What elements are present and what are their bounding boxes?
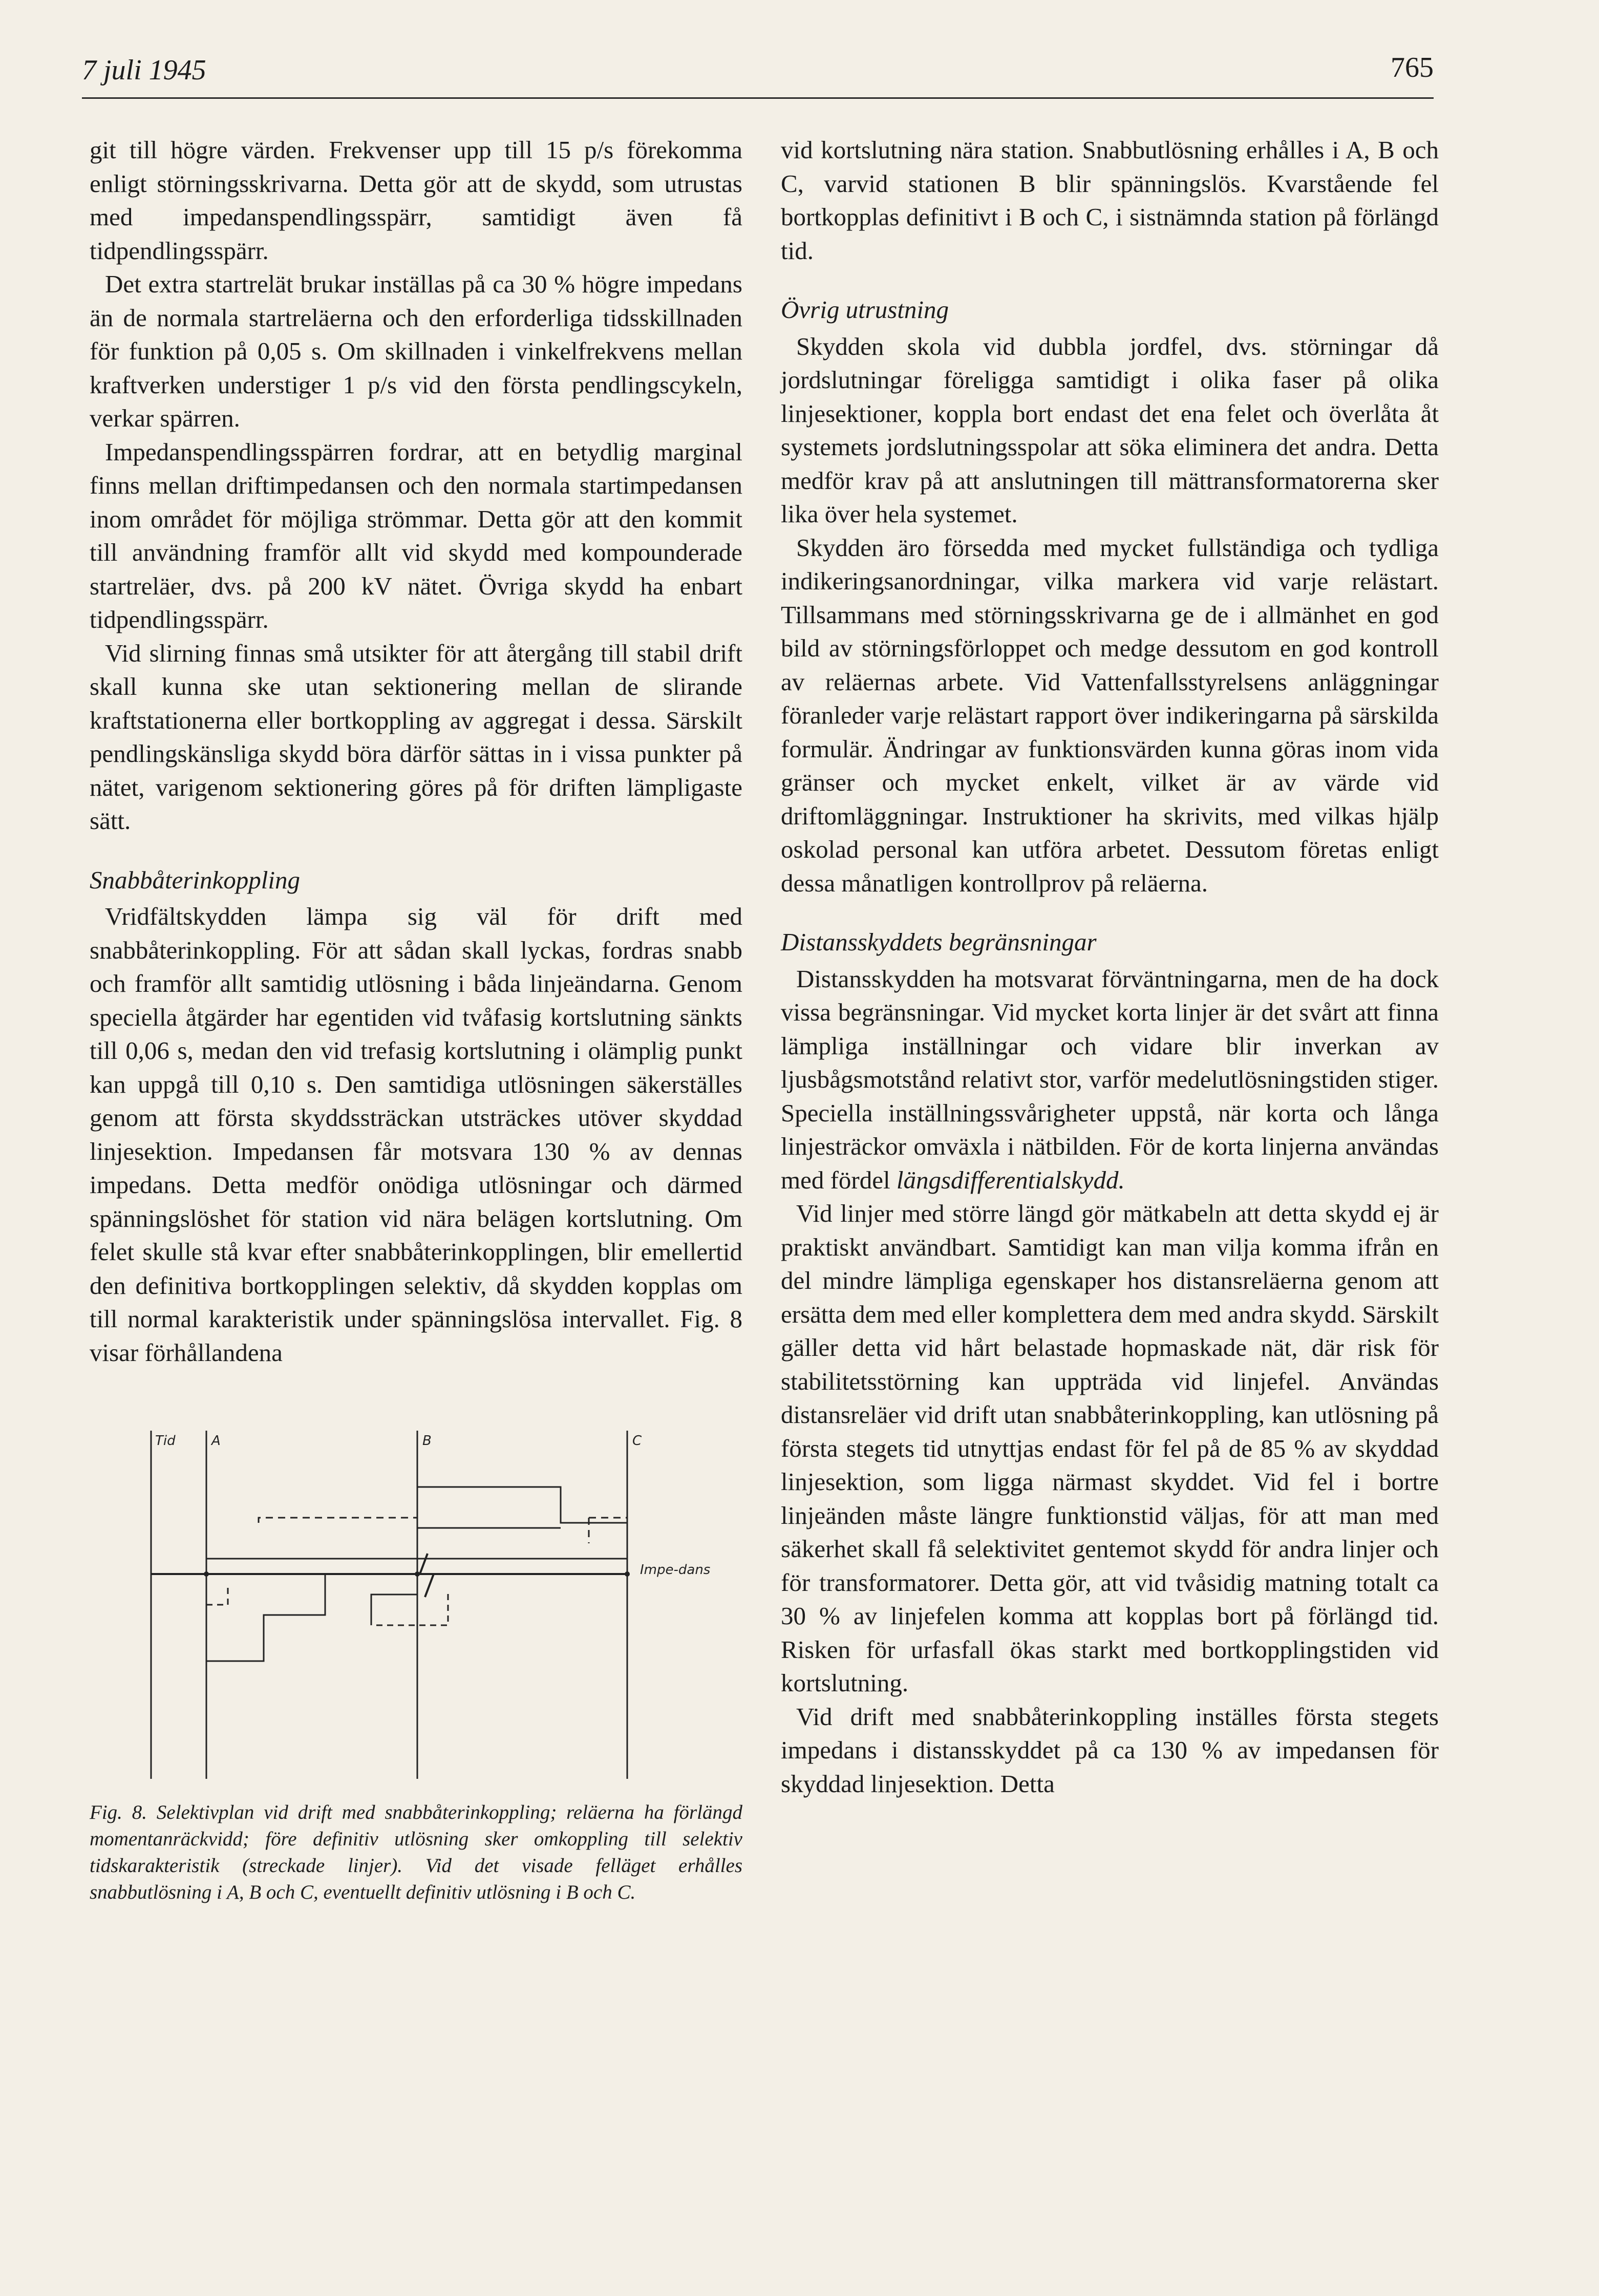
label-b: B: [422, 1433, 432, 1449]
zone-steps-b: [371, 1574, 417, 1625]
issue-date: 7 juli 1945: [82, 54, 206, 86]
fault-location-icon: [420, 1554, 434, 1597]
paragraph: [781, 962, 1439, 1197]
paragraph: Vid slirning finnas små utsikter för att återgång till stabil drift skall kunna ske utan sektionering mellan de slirande kraftstationerna eller bortkoppling av aggregat i dessa. Särskilt pendlingskänsliga skydd böra därför sättas in i vissa punkter på nätet, varigenom sektionering göres på för driften lämpligaste sätt.: [90, 639, 742, 835]
paragraph-text: Distansskydden ha motsvarat förväntningarna, men de ha dock vissa begränsningar. Vid mycket korta linjer är det svårt att finna lämpliga inställningar och vidare blir inverkan av ljusbågsmotstånd relativt stor, varför medelutlösningstiden stiger. Speciella inställningssvårigheter uppstå, när korta och långa linjesträckor omväxla i nätbilden. För de korta linjerna användas med fördel: [781, 964, 1439, 1194]
paragraph: git till högre värden. Frekvenser upp till 15 p/s förekomma enligt störningsskrivarna. Detta gör att de skydd, som utrustas med impedanspendlingsspärr, samtidigt även få tidpendlingsspärr.: [90, 136, 742, 265]
selective-a-low: [206, 1584, 228, 1605]
selectivity-diagram: [90, 1420, 742, 1779]
left-column: [90, 133, 742, 1906]
paragraph: Det extra startrelät brukar inställas på ca 30 % högre impedans än de normala startreläerna och den erforderliga tidsskillnaden för funktion på 0,05 s. Om skillnaden i vinkelfrekvens mellan kraftverken understiger 1 p/s vid den första pendlingscykeln, verkar spärren.: [90, 270, 742, 432]
label-tid: Tid: [155, 1433, 176, 1449]
paragraph: Vid linjer med större längd gör mätkabeln att detta skydd ej är praktiskt användbart. Samtidigt kan man vilja komma ifrån en del mindre lämpliga egenskaper hos distansreläerna genom att ersätta dem med eller komplettera dem med andra skydd. Särskilt gäller detta vid hårt belastade hopmaskade nät, där risk för stabilitetsstörning kan uppträda vid linjefel. Användas distansreläer vid drift utan snabbåterinkoppling, kan utlösning på första stegets tid utnyttjas endast för fel på de 85 % av skyddad linjesektion, som ligga närmast skyddet. Vid fel i bortre linjeänden måste längre funktionstid väljas, för att man med säkerhet skall få selektivitet gentemot skydd för andra linjer och för transformatorer. Detta gör, att vid tvåsidig matning totalt ca 30 % av linjefelen komma att kopplas bort på förlängd tid. Risken för urfasfall ökas starkt med bortkopplingstiden vid kortslutning.: [781, 1199, 1439, 1697]
paragraph: Vid drift med snabbåterinkoppling inställes första stegets impedans i distansskyddet på ca 130 % av impedansen för skyddad linjesektion. Detta: [781, 1702, 1439, 1798]
selective-a: [259, 1518, 417, 1523]
figure-8: [90, 1420, 742, 1906]
paragraph: Vridfältskydden lämpa sig väl för drift med snabbåterinkoppling. För att sådan skall lyckas, fordras snabb och framför allt samtidig utlösning i båda linjeändarna. Genom speciella åtgärder har egentiden vid tvåfasig kortslutning sänkts till 0,06 s, medan den vid trefasig kortslutning i olämplig punkt kan uppgå till 0,10 s. Den samtidiga utlösningen säkerställes genom att första skyddssträckan utsträckes utöver skyddad linjesektion. Impedansen får motsvara 130 % av dennas impedans. Detta medför onödiga utlösningar och därmed spänningslöshet för station vid nära belägen kortslutning. Om felet skulle stå kvar efter snabbåterinkopplingen, blir emellertid den definitiva bortkopplingen selektiv, då skydden kopplas om till normal karakteristik under spänningslösa intervallet. Fig. 8 visar förhållandena: [90, 902, 742, 1367]
node-b: [415, 1571, 420, 1577]
node-a: [204, 1571, 209, 1577]
paragraph: Impedanspendlingsspärren fordrar, att en betydlig marginal finns mellan driftimpedansen och den normala startimpedansen inom området för möjliga strömmar. Detta gör att den kommit till användning framför allt vid skydd med kompounderade startreläer, dvs. på 200 kV nätet. Övriga skydd ha enbart tidpendlingsspärr.: [90, 437, 742, 633]
emphasis-text: längsdifferentialskydd.: [896, 1165, 1125, 1194]
label-impedans: Impe-dans: [640, 1562, 711, 1578]
page-number: 765: [1391, 52, 1434, 83]
paragraph: vid kortslutning nära station. Snabbutlösning erhålles i A, B och C, varvid stationen B blir spänningslös. Kvarstående fel bortkopplas definitivt i B och C, i sistnämnda station på förlängd tid.: [781, 136, 1439, 265]
label-c: C: [632, 1433, 642, 1449]
section-heading: Distansskyddets begränsningar: [781, 928, 1097, 956]
paragraph: Skydden skola vid dubbla jordfel, dvs. störningar då jordslutningar föreligga samtidigt i olika faser på olika linjesektioner, koppla bort endast det ena felet och överlåta åt systemets jordslutningsspolar att söka eliminera det andra. Detta medför krav på att anslutningen till mättransformatorerna sker lika över hela systemet.: [781, 332, 1439, 528]
label-a: A: [211, 1433, 221, 1449]
section-heading: Snabbåterinkoppling: [90, 865, 301, 894]
section-heading: Övrig utrustning: [781, 295, 949, 324]
zone-steps-a: [206, 1574, 325, 1661]
figure-caption: Fig. 8. Selektivplan vid drift med snabbåterinkoppling; reläerna ha förlängd momentanräckvidd; före definitiv utlösning sker omkoppling till selektiv tidskarakteristik (streckade linjer). Vid det visade felläget erhålles snabbutlösning i A, B och C, eventuellt definitiv utlösning i B och C.: [90, 1801, 742, 1903]
node-c: [625, 1571, 630, 1577]
right-column: [781, 133, 1439, 1800]
page-header: [82, 51, 1434, 99]
paragraph: Skydden äro försedda med mycket fullständiga och tydliga indikeringsanordningar, vilka markera vid varje relästart. Tillsammans med störningsskrivarna ge de i allmänhet en god bild av störningsförloppet och medge dessutom en god kontroll av reläernas arbete. Vid Vattenfallsstyrelsens anläggningar föranleder varje relästart rapport över indikeringarna på särskilda formulär. Ändringar av funktionsvärden kunna göras inom vida gränser och mycket enkelt, vilket är av värde vid driftomläggningar. Instruktioner ha skrivits, med vilkas hjälp oskolad personal kan utföra arbetet. Dessutom företas enligt dessa månatligen kontrollprov på reläerna.: [781, 533, 1439, 897]
